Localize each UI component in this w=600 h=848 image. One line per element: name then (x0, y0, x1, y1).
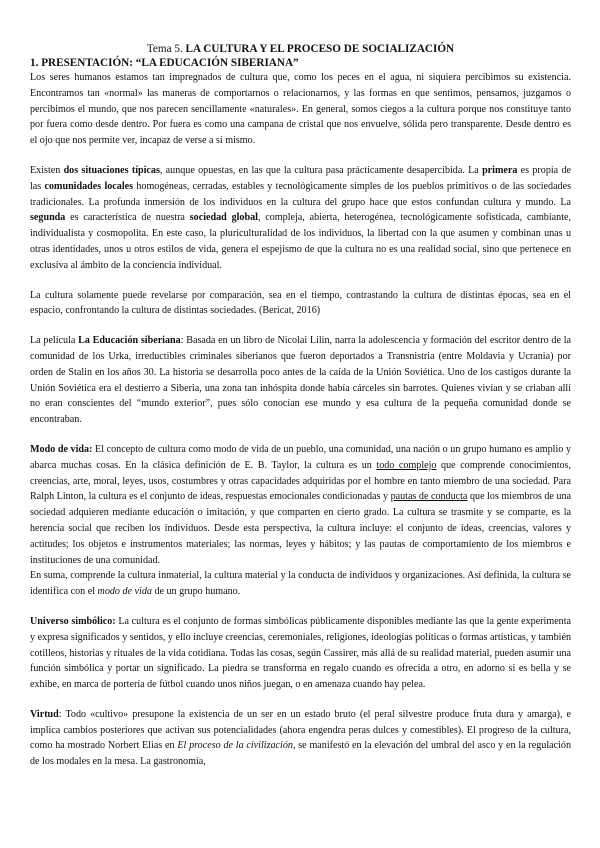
bold-term: Virtud (30, 708, 59, 720)
paragraph-symbolic-universe (30, 614, 571, 693)
section-heading: 1. PRESENTACIÓN: “LA EDUCACIÓN SIBERIANA” (30, 57, 299, 69)
paragraph-film (30, 333, 571, 428)
bold-term: Universo simbólico: (30, 615, 116, 627)
text-run: que comprende conocimientos, creencias, arte, moral, leyes, usos, costumbres y otras capacidades adquiridas por el hombre en tanto miembro de una sociedad. Para Ralph Linton, la cultura es el conjunto de ideas, respuestas emocionales condicionadas y (30, 459, 571, 503)
bold-term: comunidades locales (44, 180, 134, 192)
text-run: En suma, comprende la cultura inmaterial, la cultura material y la conducta de individuos y organizaciones. Así definida, la cultura se identifica con el (30, 570, 571, 598)
text-run: , aunque opuestas, en las que la cultura pasa prácticamente desapercibida. La (159, 164, 483, 176)
tema-prefix: Tema 5. (146, 43, 186, 55)
text-run: : Todo «cultivo» presupone la existencia de un ser en un estado bruto (el peral silvestre produce fruta dura y amarga), e implica cambios posteriores que activan sus potencialidades (ahora engendra peras dulces y comestibles). El progreso de la cultura, como ha mostrado Norbert Elias en (30, 708, 571, 752)
text-run: La cultura es el conjunto de formas simbólicas públicamente disponibles mediante las que la gente experimenta y expresa significados y sentidos, y ello incluye creencias, ceremoniales, religiones, ideologías políticas o formas artísticas, y también cotilleos, historias y rituales de la vida cotidiana. Todas las cosas, según Cassirer, más allá de su realidad material, pueden asumir una función simbólica y portar un significado. La piedra se transforma en regalo cuando es ofrecida a otro, en adorno si es bella y se exhibe, en marca de portería de fútbol cuando unos niños juegan, o en amenaza cuando hay pelea. (30, 615, 572, 691)
bold-term: sociedad global (189, 212, 258, 224)
text-run: de un grupo humano. (151, 586, 241, 598)
text-run: Existen (30, 164, 64, 176)
text-run: es característica de nuestra (65, 212, 190, 224)
bold-term: primera (482, 164, 518, 176)
text-run: El concepto de cultura como modo de vida de un pueblo, una comunidad, una nación o un grupo humano es amplio y abarca muchas cosas. En la clásica definición de E. B. Taylor, la cultura es un (30, 443, 572, 471)
bold-term: segunda (30, 212, 66, 224)
bold-term: La Educación siberiana (78, 335, 181, 347)
underlined-term: todo complejo (376, 459, 437, 471)
text-run: es propia de las (30, 164, 571, 192)
paragraph-situations (30, 163, 571, 274)
title-text: LA CULTURA Y EL PROCESO DE SOCIALIZACIÓN (185, 43, 455, 55)
paragraph-way-of-life (30, 442, 571, 568)
text-run: , compleja, abierta, heterogénea, tecnológicamente sofisticada, cambiante, individualista y cosmopolita. En este caso, la pluriculturalidad de los individuos, la libertad con la que asumen y combinan unas u otras identidades, unos u otros estilos de vida, genera el espejismo de que la cultura no es una realidad social, sino que pertenece en exclusiva al ámbito de la conciencia individual. (30, 212, 571, 271)
paragraph-intro: Los seres humanos estamos tan impregnados de cultura que, como los peces en el agua, ni siquiera percibimos su existencia. Encontramos tan «normal» las maneras de comportarnos o relacionarnos, y las formas en que sentimos, pensamos, juzgamos o percibimos el mundo, que nos parecen sencillamente «naturales». En general, somos ciegos a la cultura porque nos constituye tanto por fuera como desde dentro. Por fuera es como una campana de cristal que nos envuelve, sólida pero transparente. Desde dentro es el ojo que nos permite ver, incapaz de verse a sí mismo. (30, 72, 571, 147)
document-title (30, 42, 571, 56)
paragraph-summary (30, 568, 571, 600)
underlined-term: pautas de conducta (390, 491, 468, 503)
text-run: La película (30, 335, 79, 347)
text-run: que los miembros de una sociedad adquieren mediante educación o imitación, y que comparten en cierto grado. La cultura se trasmite y se comparte, es la herencia social que reciben los individuos. Desde esta perspectiva, la cultura incluye: el conjunto de ideas, creencias, valores y actitudes; los objetos e instrumentos materiales; las normas, leyes y hábitos; y las pautas de comportamiento de los miembros e instituciones de una comunidad. (30, 491, 572, 566)
text-run: homogéneas, cerradas, estables y tecnológicamente simples de los pueblos primitivos o de las sociedades tradicionales. La profunda inmersión de los individuos en la cultura del grupo hace que estos confundan cultura y mundo. La (30, 180, 572, 208)
italic-term: El proceso de la civilización (177, 740, 293, 752)
document-body (30, 42, 571, 770)
bold-term: Modo de vida: (30, 443, 93, 455)
bold-term: dos situaciones típicas (63, 164, 160, 176)
text-run: : Basada en un libro de Nicolai Lilin, narra la adolescencia y formación del escritor dentro de la comunidad de los Urka, irreductibles criminales siberianos que fueron deportados a Transnistria (entre Moldavia y Ucrania) por orden de Stalin en los años 30. La historia se desarrolla poco antes de la caída de la Unión Soviética. Uno de los castigos durante la Unión Soviética era el destierro a Siberia, una zona tan inhóspita donde había cárceles sin barrotes. Quienes vivían y se criaban allí no eran conscientes del “mundo exterior”, pues sólo conocían ese mundo y esa cultura de la pequeña comunidad donde se encontraban. (30, 335, 571, 426)
paragraph-comparison: La cultura solamente puede revelarse por comparación, sea en el tiempo, contrastando la cultura de distintas épocas, sea en el espacio, confrontando la cultura de distintas sociedades. (Bericat, 2016) (30, 289, 571, 317)
italic-term: modo de vida (97, 586, 152, 598)
paragraph-virtue (30, 707, 571, 770)
text-run: , se manifestó en la elevación del umbral del asco y en la regulación de los modales en la mesa. La gastronomía, (30, 740, 571, 768)
